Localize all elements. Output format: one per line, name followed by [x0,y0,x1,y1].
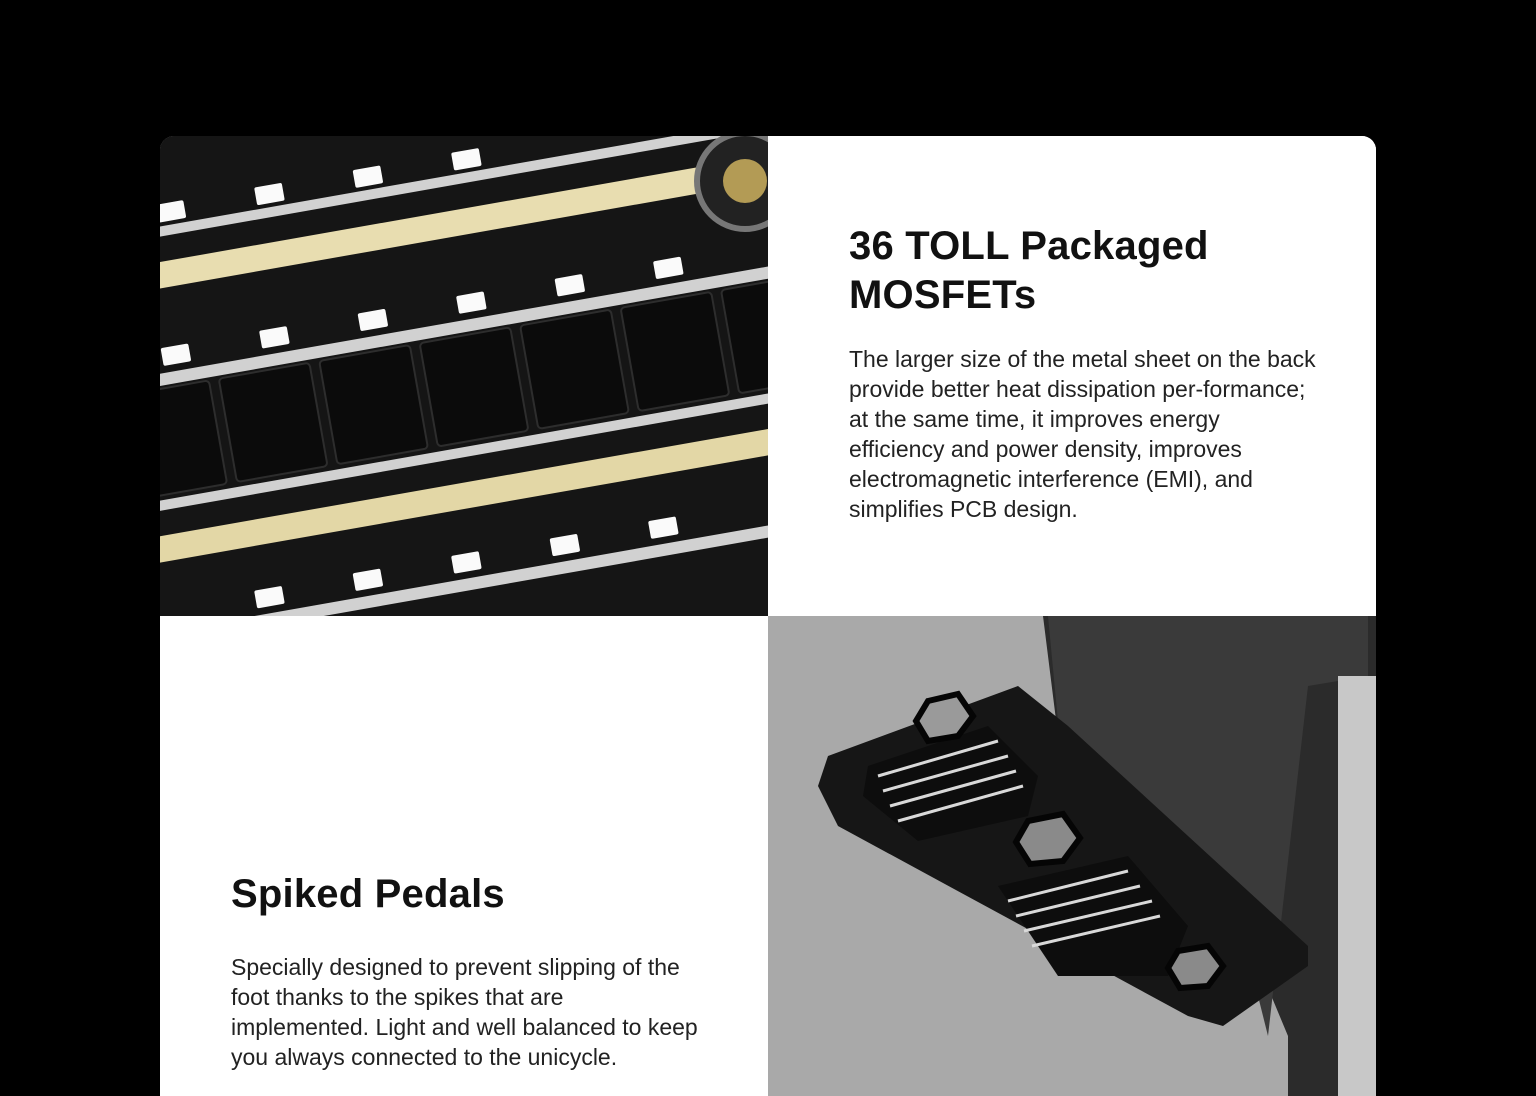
mosfet-description: The larger size of the metal sheet on the back provide better heat dissipation per-formance; at the same time, it improves energy efficiency and power density, improves electromagnetic interference (EMI), and simplifies PCB design. [849,346,1316,522]
mosfet-title: 36 TOLL Packaged MOSFETs [849,224,1209,317]
mosfet-pcb-image [160,136,768,616]
pedal-title: Spiked Pedals [231,872,505,916]
pedal-text-block [160,616,768,1096]
pedal-description: Specially designed to prevent slipping of the foot thanks to the spikes that are implemented. Light and well balanced to keep you always connected to the unicycle. [231,954,698,1070]
mosfet-text-block [768,136,1376,616]
spiked-pedal-image [768,616,1376,1096]
feature-panel [160,136,1376,1096]
